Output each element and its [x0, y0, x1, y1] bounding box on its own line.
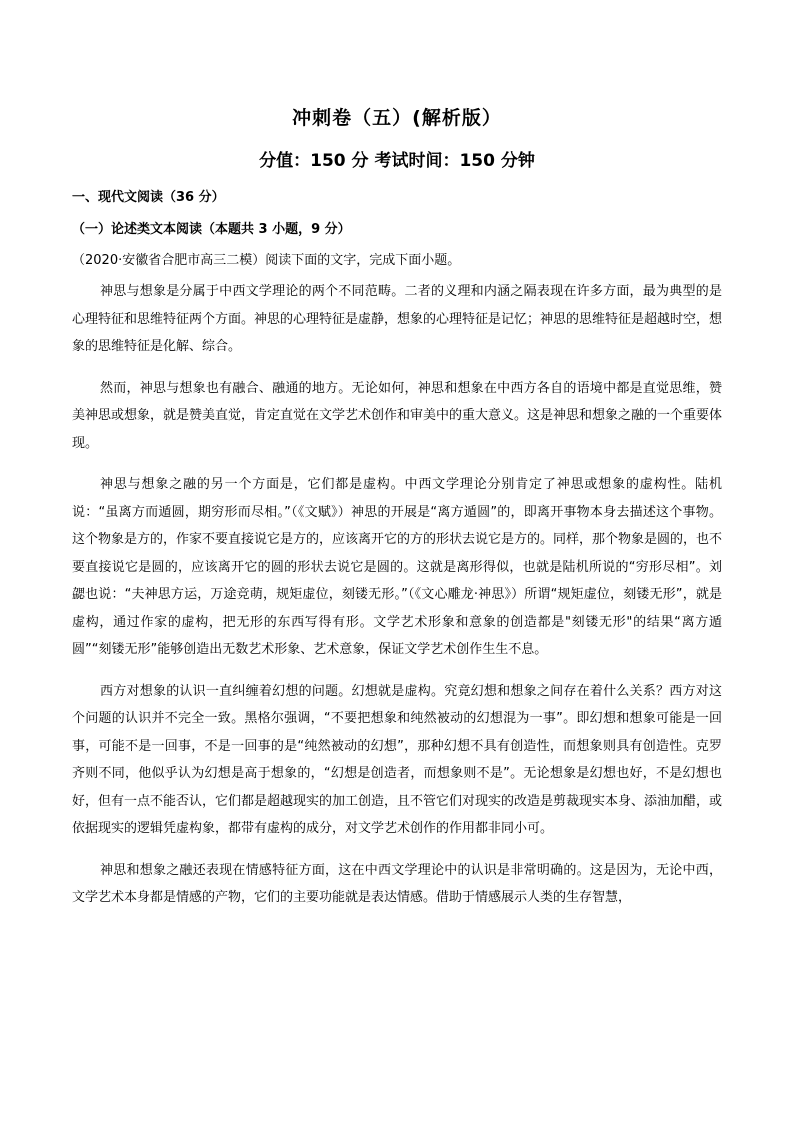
exam-info: 分值：150 分 考试时间：150 分钟 [259, 151, 535, 171]
page-title: 冲刺卷（五）(解析版） [292, 107, 502, 129]
passage-paragraph: 神思与想象是分属于中西文学理论的两个不同范畴。二者的义理和内涵之隔表现在许多方面，最为典型的是心理特征和思维特征两个方面。神思的心理特征是虚静，想象的心理特征是记忆；神思的思维特征是超越时空，想象的思维特征是化解、综合。 [72, 284, 723, 354]
section-heading: 一、现代文阅读（36 分） [72, 190, 225, 205]
passage-paragraph: 神思和想象之融还表现在情感特征方面，这在中西文学理论中的认识是非常明确的。这是因为，无论中西，文学艺术本身都是情感的产物，它们的主要功能就是表达情感。借助于情感展示人类的生存智慧， [72, 862, 722, 905]
passage-paragraph: 神思与想象之融的另一个方面是，它们都是虚构。中西文学理论分别肯定了神思或想象的虚构性。陆机说：“虽离方而遁圆，期穷形而尽相。”（《文赋》）神思的开展是“离方遁圆”的，即离开事物本身去描述这个事物。这个物象是方的，作家不要直接说它是方的，应该离开它的方的形状去说它是方的。同样，那个物象是圆的，也不要直接说它是圆的，应该离开它的圆的形状去说它是圆的。这就是离形得似，也就是陆机所说的“穷形尽相”。刘勰也说：“夫神思方运，万途竞萌，规矩虚位，刻镂无形。”（《文心雕龙·神思》）所谓“规矩虚位，刻镂无形”，就是虚构，通过作家的虚构，把无形的东西写得有形。文学艺术形象和意象的创造都是"刻镂无形"的结果“离方遁圆”“刻镂无形”能够创造出无数艺术形象、艺术意象，保证文学艺术创作生生不息。 [72, 477, 723, 657]
subsection-heading: （一）论述类文本阅读（本题共 3 小题，9 分） [72, 222, 351, 237]
passage-paragraph: 西方对想象的认识一直纠缠着幻想的问题。幻想就是虚构。究竟幻想和想象之间存在着什么关系？西方对这个问题的认识并不完全一致。黑格尔强调，“不要把想象和纯然被动的幻想混为一事”。即幻想和想象可能是一回事，可能不是一回事，不是一回事的是“纯然被动的幻想”，那种幻想不具有创造性，而想象则具有创造性。克罗齐则不同，他似乎认为幻想是高于想象的，“幻想是创造者，而想象则不是”。无论想象是幻想也好，不是幻想也好，但有一点不能否认，它们都是超越现实的加工创造，且不管它们对现实的改造是剪裁现实本身、添油加醋，或依据现实的逻辑凭虚构象，都带有虚构的成分，对文学艺术创作的作用都非同小可。 [72, 683, 723, 836]
reading-passage [72, 278, 722, 926]
passage-paragraph: 然而，神思与想象也有融合、融通的地方。无论如何，神思和想象在中西方各自的语境中都是直觉思维，赞美神思或想象，就是赞美直觉，肯定直觉在文学艺术创作和审美中的重大意义。这是神思和想象之融的一个重要体现。 [72, 380, 723, 451]
source-note: （2020·安徽省合肥市高三二模）阅读下面的文字，完成下面小题。 [72, 253, 461, 268]
